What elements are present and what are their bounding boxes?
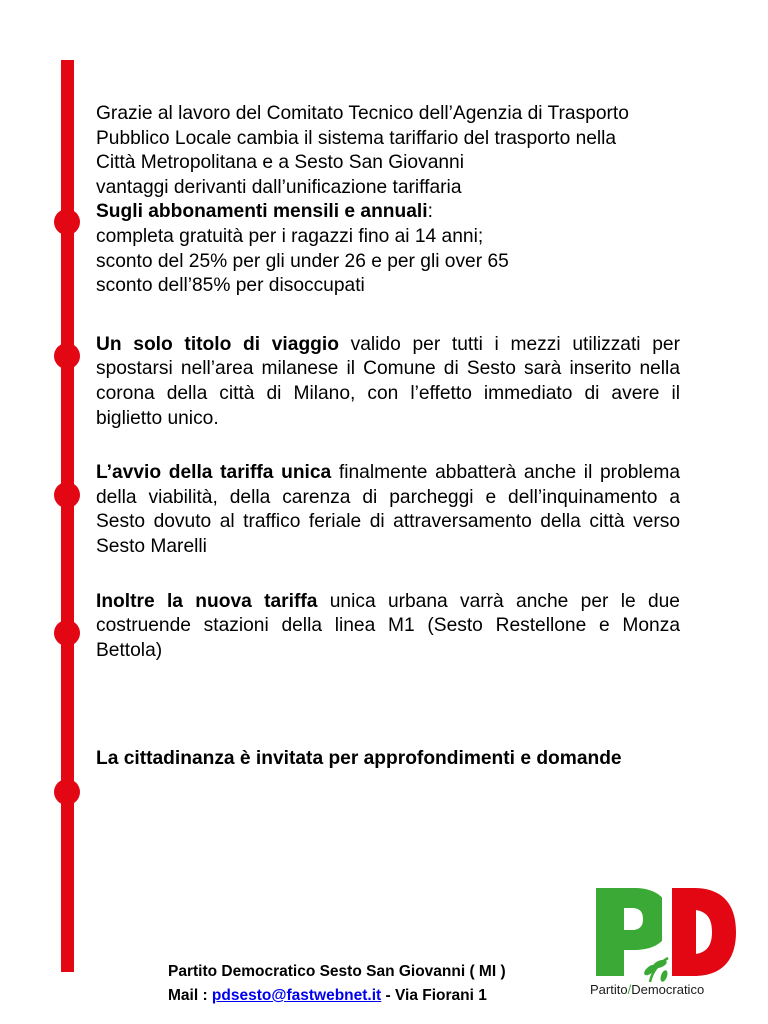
footer-contact <box>168 984 506 1008</box>
subscriptions-heading: Sugli abbonamenti mensili e annuali <box>96 201 428 223</box>
intro-line-2: Pubblico Locale cambia il sistema tariffario del trasporto nella <box>96 127 617 149</box>
timeline-bar <box>61 60 74 972</box>
single-ticket-heading: Un solo titolo di viaggio <box>96 333 339 355</box>
invitation-paragraph <box>96 747 680 772</box>
single-ticket-paragraph <box>96 333 680 431</box>
pd-logo-name-left: Partito <box>590 982 628 997</box>
timeline-dot-2 <box>54 343 80 369</box>
single-fare-paragraph <box>96 461 680 559</box>
intro-paragraph <box>96 102 680 200</box>
subscriptions-item-3: sconto dell’85% per disoccupati <box>96 275 365 297</box>
timeline-dot-3 <box>54 482 80 508</box>
intro-line-1: Grazie al lavoro del Comitato Tecnico dell’Agenzia di Trasporto <box>96 103 629 124</box>
new-fare-text: unica urbana varrà anche per le due costruende stazioni della linea M1 (Sesto Restellone e Monza Bettola) <box>96 590 680 661</box>
subscriptions-item-2: sconto del 25% per gli under 26 e per gli over 65 <box>96 250 509 272</box>
pd-logo-mark <box>590 884 738 984</box>
new-fare-heading: Inoltre la nuova tariffa <box>96 590 318 612</box>
intro-line-3: Città Metropolitana e a Sesto San Giovanni <box>96 152 464 174</box>
pd-logo <box>590 884 738 1004</box>
footer-organization: Partito Democratico Sesto San Giovanni ( MI ) <box>168 963 506 980</box>
footer-address: - Via Fiorani 1 <box>381 987 487 1004</box>
pd-logo-name: Partito/Democratico <box>590 982 705 997</box>
footer <box>168 960 506 1008</box>
subscriptions-heading-colon: : <box>427 201 433 223</box>
single-fare-heading: L’avvio della tariffa unica <box>96 462 332 484</box>
timeline-dot-5 <box>54 779 80 805</box>
timeline-dot-1 <box>54 209 80 235</box>
intro-line-4: vantaggi derivanti dall’unificazione tariffaria <box>96 176 462 198</box>
subscriptions-heading-line <box>96 200 680 225</box>
timeline-dot-4 <box>54 620 80 646</box>
footer-mail-label: Mail : <box>168 987 212 1004</box>
document-body <box>96 102 680 772</box>
subscriptions-section <box>96 200 680 298</box>
email-link[interactable]: pdsesto@fastwebnet.it <box>211 987 382 1004</box>
single-fare-text: finalmente abbatterà anche il problema della viabilità, della carenza di parcheggi e dell’inquinamento a Sesto dovuto al traffico feriale di attraversamento della città verso Sesto Marelli <box>96 462 680 557</box>
invitation-text: La cittadinanza è invitata per approfondimenti e domande <box>96 748 622 770</box>
subscriptions-item-1: completa gratuità per i ragazzi fino ai 14 anni; <box>96 225 484 247</box>
single-ticket-text: valido per tutti i mezzi utilizzati per spostarsi nell’area milanese il Comune di Sesto sarà inserito nella corona della città di Milano, con l’effetto immediato di avere il biglietto unico. <box>96 333 680 429</box>
new-fare-paragraph <box>96 590 680 664</box>
pd-logo-name-right: Democratico <box>631 982 705 997</box>
